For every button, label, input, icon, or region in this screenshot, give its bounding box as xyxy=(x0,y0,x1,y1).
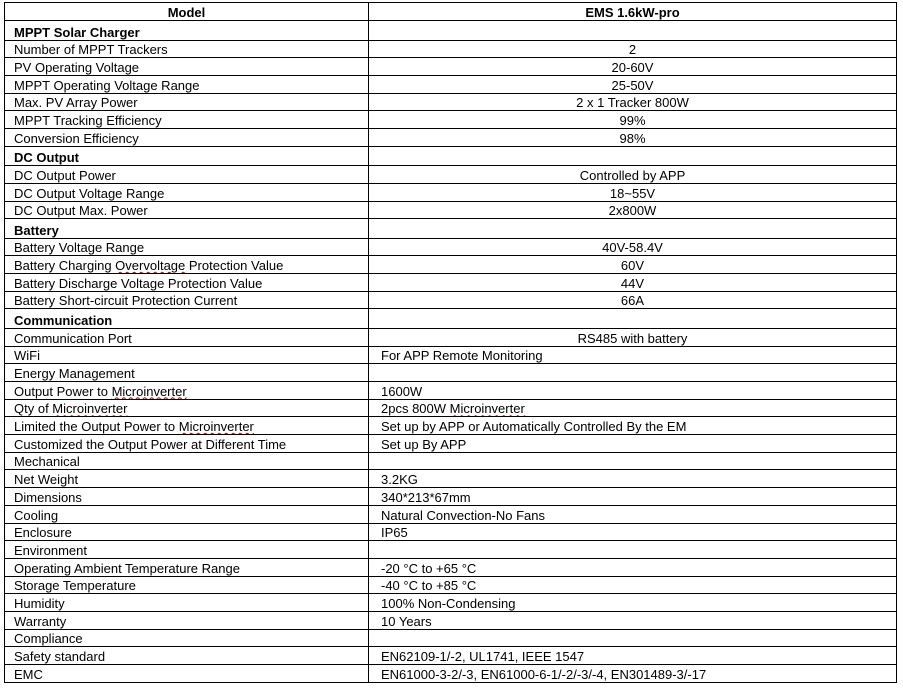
spec-value: 340*213*67mm xyxy=(369,488,897,506)
spec-value: 10 Years xyxy=(369,611,897,629)
spec-value: 98% xyxy=(369,128,897,146)
section-row xyxy=(5,309,897,329)
section-title: Communication xyxy=(5,309,369,329)
spec-value: 1600W xyxy=(369,382,897,400)
table-row xyxy=(5,291,897,309)
spec-value: Set up by APP or Automatically Controlled By the EM xyxy=(369,417,897,435)
spec-value: 40V-58.4V xyxy=(369,238,897,256)
spec-label: Safety standard xyxy=(5,647,369,665)
spec-value: 3.2KG xyxy=(369,470,897,488)
table-row xyxy=(5,435,897,453)
spellcheck-mark: Microinverter xyxy=(449,401,525,417)
spec-value: Controlled by APP xyxy=(369,166,897,184)
section-title: MPPT Solar Charger xyxy=(5,21,369,41)
spec-value: 2 xyxy=(369,40,897,58)
section-title: Energy Management xyxy=(5,364,369,382)
section-row xyxy=(5,146,897,166)
spec-value: 60V xyxy=(369,256,897,274)
table-row xyxy=(5,274,897,292)
spellcheck-mark: Overvoltage xyxy=(115,258,186,274)
table-row xyxy=(5,505,897,523)
spec-label: PV Operating Voltage xyxy=(5,58,369,76)
spellcheck-mark: Microinverter xyxy=(178,419,254,435)
table-row xyxy=(5,58,897,76)
table-row xyxy=(5,75,897,93)
spec-label: DC Output Voltage Range xyxy=(5,183,369,201)
section-empty-cell xyxy=(369,364,897,382)
section-row xyxy=(5,541,897,559)
table-row xyxy=(5,488,897,506)
section-title: Compliance xyxy=(5,629,369,647)
table-row xyxy=(5,201,897,219)
spec-label: Cooling xyxy=(5,505,369,523)
spec-value: 2pcs 800W Microinverter xyxy=(369,399,897,417)
table-row xyxy=(5,328,897,346)
table-row xyxy=(5,399,897,417)
table-row xyxy=(5,576,897,594)
spec-label: EMC xyxy=(5,665,369,683)
spec-label: WiFi xyxy=(5,346,369,364)
section-empty-cell xyxy=(369,541,897,559)
spec-label: Warranty xyxy=(5,611,369,629)
spec-value: Natural Convection-No Fans xyxy=(369,505,897,523)
spec-table xyxy=(4,2,897,683)
spec-label: Battery Voltage Range xyxy=(5,238,369,256)
table-row xyxy=(5,665,897,683)
spec-value: 25-50V xyxy=(369,75,897,93)
spec-label: MPPT Operating Voltage Range xyxy=(5,75,369,93)
header-model: Model xyxy=(5,3,369,21)
spec-value: 2x800W xyxy=(369,201,897,219)
spec-value: -40 °C to +85 °C xyxy=(369,576,897,594)
spec-label: Max. PV Array Power xyxy=(5,93,369,111)
spec-label: Storage Temperature xyxy=(5,576,369,594)
table-row xyxy=(5,40,897,58)
spec-label: DC Output Power xyxy=(5,166,369,184)
spec-value: For APP Remote Monitoring xyxy=(369,346,897,364)
spec-label: Operating Ambient Temperature Range xyxy=(5,558,369,576)
section-row xyxy=(5,629,897,647)
table-row xyxy=(5,183,897,201)
spec-value: 20-60V xyxy=(369,58,897,76)
spec-label: Communication Port xyxy=(5,328,369,346)
spec-value: 44V xyxy=(369,274,897,292)
header-product: EMS 1.6kW-pro xyxy=(369,3,897,21)
section-empty-cell xyxy=(369,146,897,166)
table-row xyxy=(5,558,897,576)
table-row xyxy=(5,647,897,665)
section-empty-cell xyxy=(369,309,897,329)
spec-value: EN61000-3-2/-3, EN61000-6-1/-2/-3/-4, EN301489-3/-17 xyxy=(369,665,897,683)
table-row xyxy=(5,611,897,629)
section-row xyxy=(5,219,897,239)
table-row xyxy=(5,93,897,111)
section-empty-cell xyxy=(369,629,897,647)
spec-value: RS485 with battery xyxy=(369,328,897,346)
spec-label: Enclosure xyxy=(5,523,369,541)
spec-label: Number of MPPT Trackers xyxy=(5,40,369,58)
table-row xyxy=(5,523,897,541)
section-title: DC Output xyxy=(5,146,369,166)
spec-value: 18~55V xyxy=(369,183,897,201)
table-row xyxy=(5,256,897,274)
spec-label: Humidity xyxy=(5,594,369,612)
spec-value: EN62109-1/-2, UL1741, IEEE 1547 xyxy=(369,647,897,665)
section-title: Mechanical xyxy=(5,452,369,470)
table-header-row xyxy=(5,3,897,21)
spec-value: 66A xyxy=(369,291,897,309)
table-row xyxy=(5,111,897,129)
section-empty-cell xyxy=(369,219,897,239)
spec-value: Set up By APP xyxy=(369,435,897,453)
spec-value: -20 °C to +65 °C xyxy=(369,558,897,576)
spec-value: 2 x 1 Tracker 800W xyxy=(369,93,897,111)
section-row xyxy=(5,21,897,41)
spellcheck-mark: Microinverter xyxy=(111,383,187,399)
section-title: Battery xyxy=(5,219,369,239)
spec-label: Limited the Output Power to Microinverter xyxy=(5,417,369,435)
table-row xyxy=(5,166,897,184)
section-empty-cell xyxy=(369,21,897,41)
table-row xyxy=(5,238,897,256)
section-row xyxy=(5,452,897,470)
spec-label: Customized the Output Power at Different Time xyxy=(5,435,369,453)
table-row xyxy=(5,417,897,435)
table-row xyxy=(5,594,897,612)
section-row xyxy=(5,364,897,382)
spec-label: Battery Charging Overvoltage Protection Value xyxy=(5,256,369,274)
spec-label: MPPT Tracking Efficiency xyxy=(5,111,369,129)
spec-value: IP65 xyxy=(369,523,897,541)
section-empty-cell xyxy=(369,452,897,470)
spec-label: Conversion Efficiency xyxy=(5,128,369,146)
table-row xyxy=(5,382,897,400)
table-row xyxy=(5,470,897,488)
spec-label: DC Output Max. Power xyxy=(5,201,369,219)
spec-table-body xyxy=(5,3,897,683)
spec-value: 100% Non-Condensing xyxy=(369,594,897,612)
spec-label: Qty of Microinverter xyxy=(5,399,369,417)
table-row xyxy=(5,346,897,364)
spellcheck-mark: Microinverter xyxy=(52,401,128,417)
spec-label: Output Power to Microinverter xyxy=(5,382,369,400)
spec-label: Battery Short-circuit Protection Current xyxy=(5,291,369,309)
spec-value: 99% xyxy=(369,111,897,129)
spec-label: Net Weight xyxy=(5,470,369,488)
spec-label: Battery Discharge Voltage Protection Value xyxy=(5,274,369,292)
section-title: Environment xyxy=(5,541,369,559)
table-row xyxy=(5,128,897,146)
spec-label: Dimensions xyxy=(5,488,369,506)
